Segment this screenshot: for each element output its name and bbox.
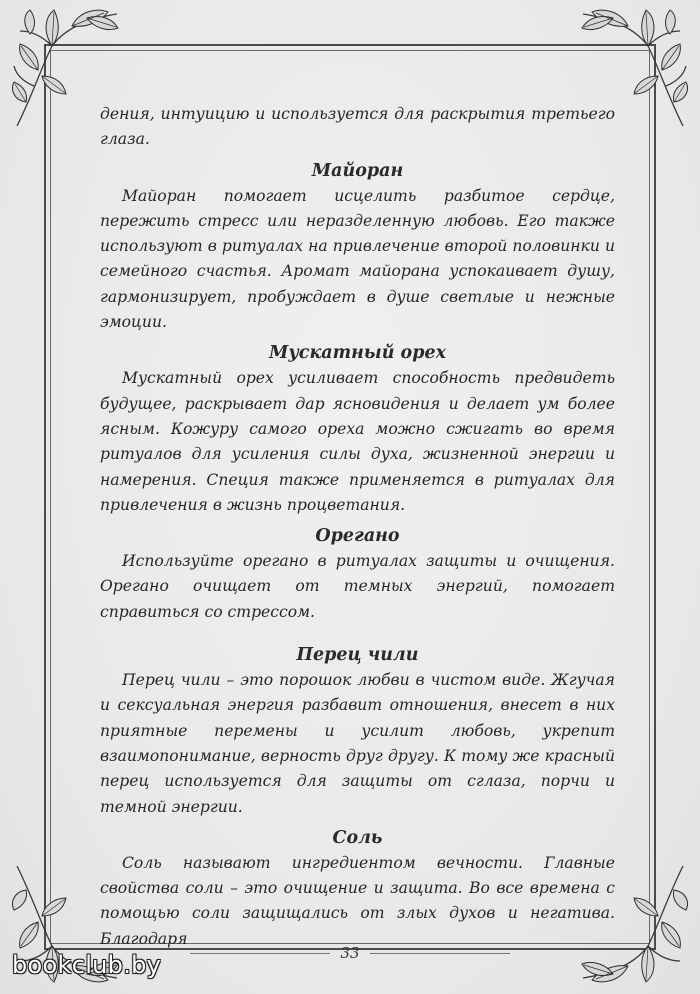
paragraph-majoran: Майоран помогает исцелить разбитое сердце, пережить стресс или неразделенную любовь. Его также используют в ритуалах на привлечение второй половинки и семейного счастья. Аромат майорана успокаивает душу, гармонизирует, пробуждает в душе светлые и нежные эмоции. [100, 186, 615, 332]
paragraph-salt: Соль называют ингредиентом вечности. Главные свойства соли – это очищение и защита. Во все времена с помощью соли защищались от злых духов и негатива. Благодаря [100, 853, 615, 948]
heading-oregano: Орегано [315, 526, 400, 547]
heading-chili: Перец чили [296, 645, 419, 666]
paragraph-muskat: Мускатный орех усиливает способность предвидеть будущее, раскрывает дар ясновидения и делает ум более ясным. Кожуру самого ореха можно сжигать во время ритуалов для усиления силы духа, жизненной энергии и намерения. Специя также применяется в ритуалах для привлечения в жизнь процветания. [100, 369, 615, 514]
heading-salt: Соль [332, 827, 383, 848]
heading-majoran: Майоран [311, 160, 404, 181]
page-number: 33 [340, 944, 360, 962]
watermark: bookclub.by [12, 951, 162, 979]
heading-muskat: Мускатный орех [268, 343, 447, 364]
paragraph-oregano: Используйте орегано в ритуалах защиты и очищения. Орегано очищает от темных энергий, помогает справиться со стрессом. [100, 552, 615, 621]
paragraph-intro: дения, интуицию и используется для раскрытия третьего глаза. [100, 105, 615, 149]
paragraph-chili: Перец чили – это порошок любви в чистом виде. Жгучая и сексуальная энергия разбавит отношения, внесет в них приятные перемены и усилит любовь, укрепит взаимопонимание, верность друг другу. К тому же красный перец используется для защиты от сглаза, порчи и темной энергии. [100, 671, 615, 816]
page-body-text [100, 102, 615, 952]
